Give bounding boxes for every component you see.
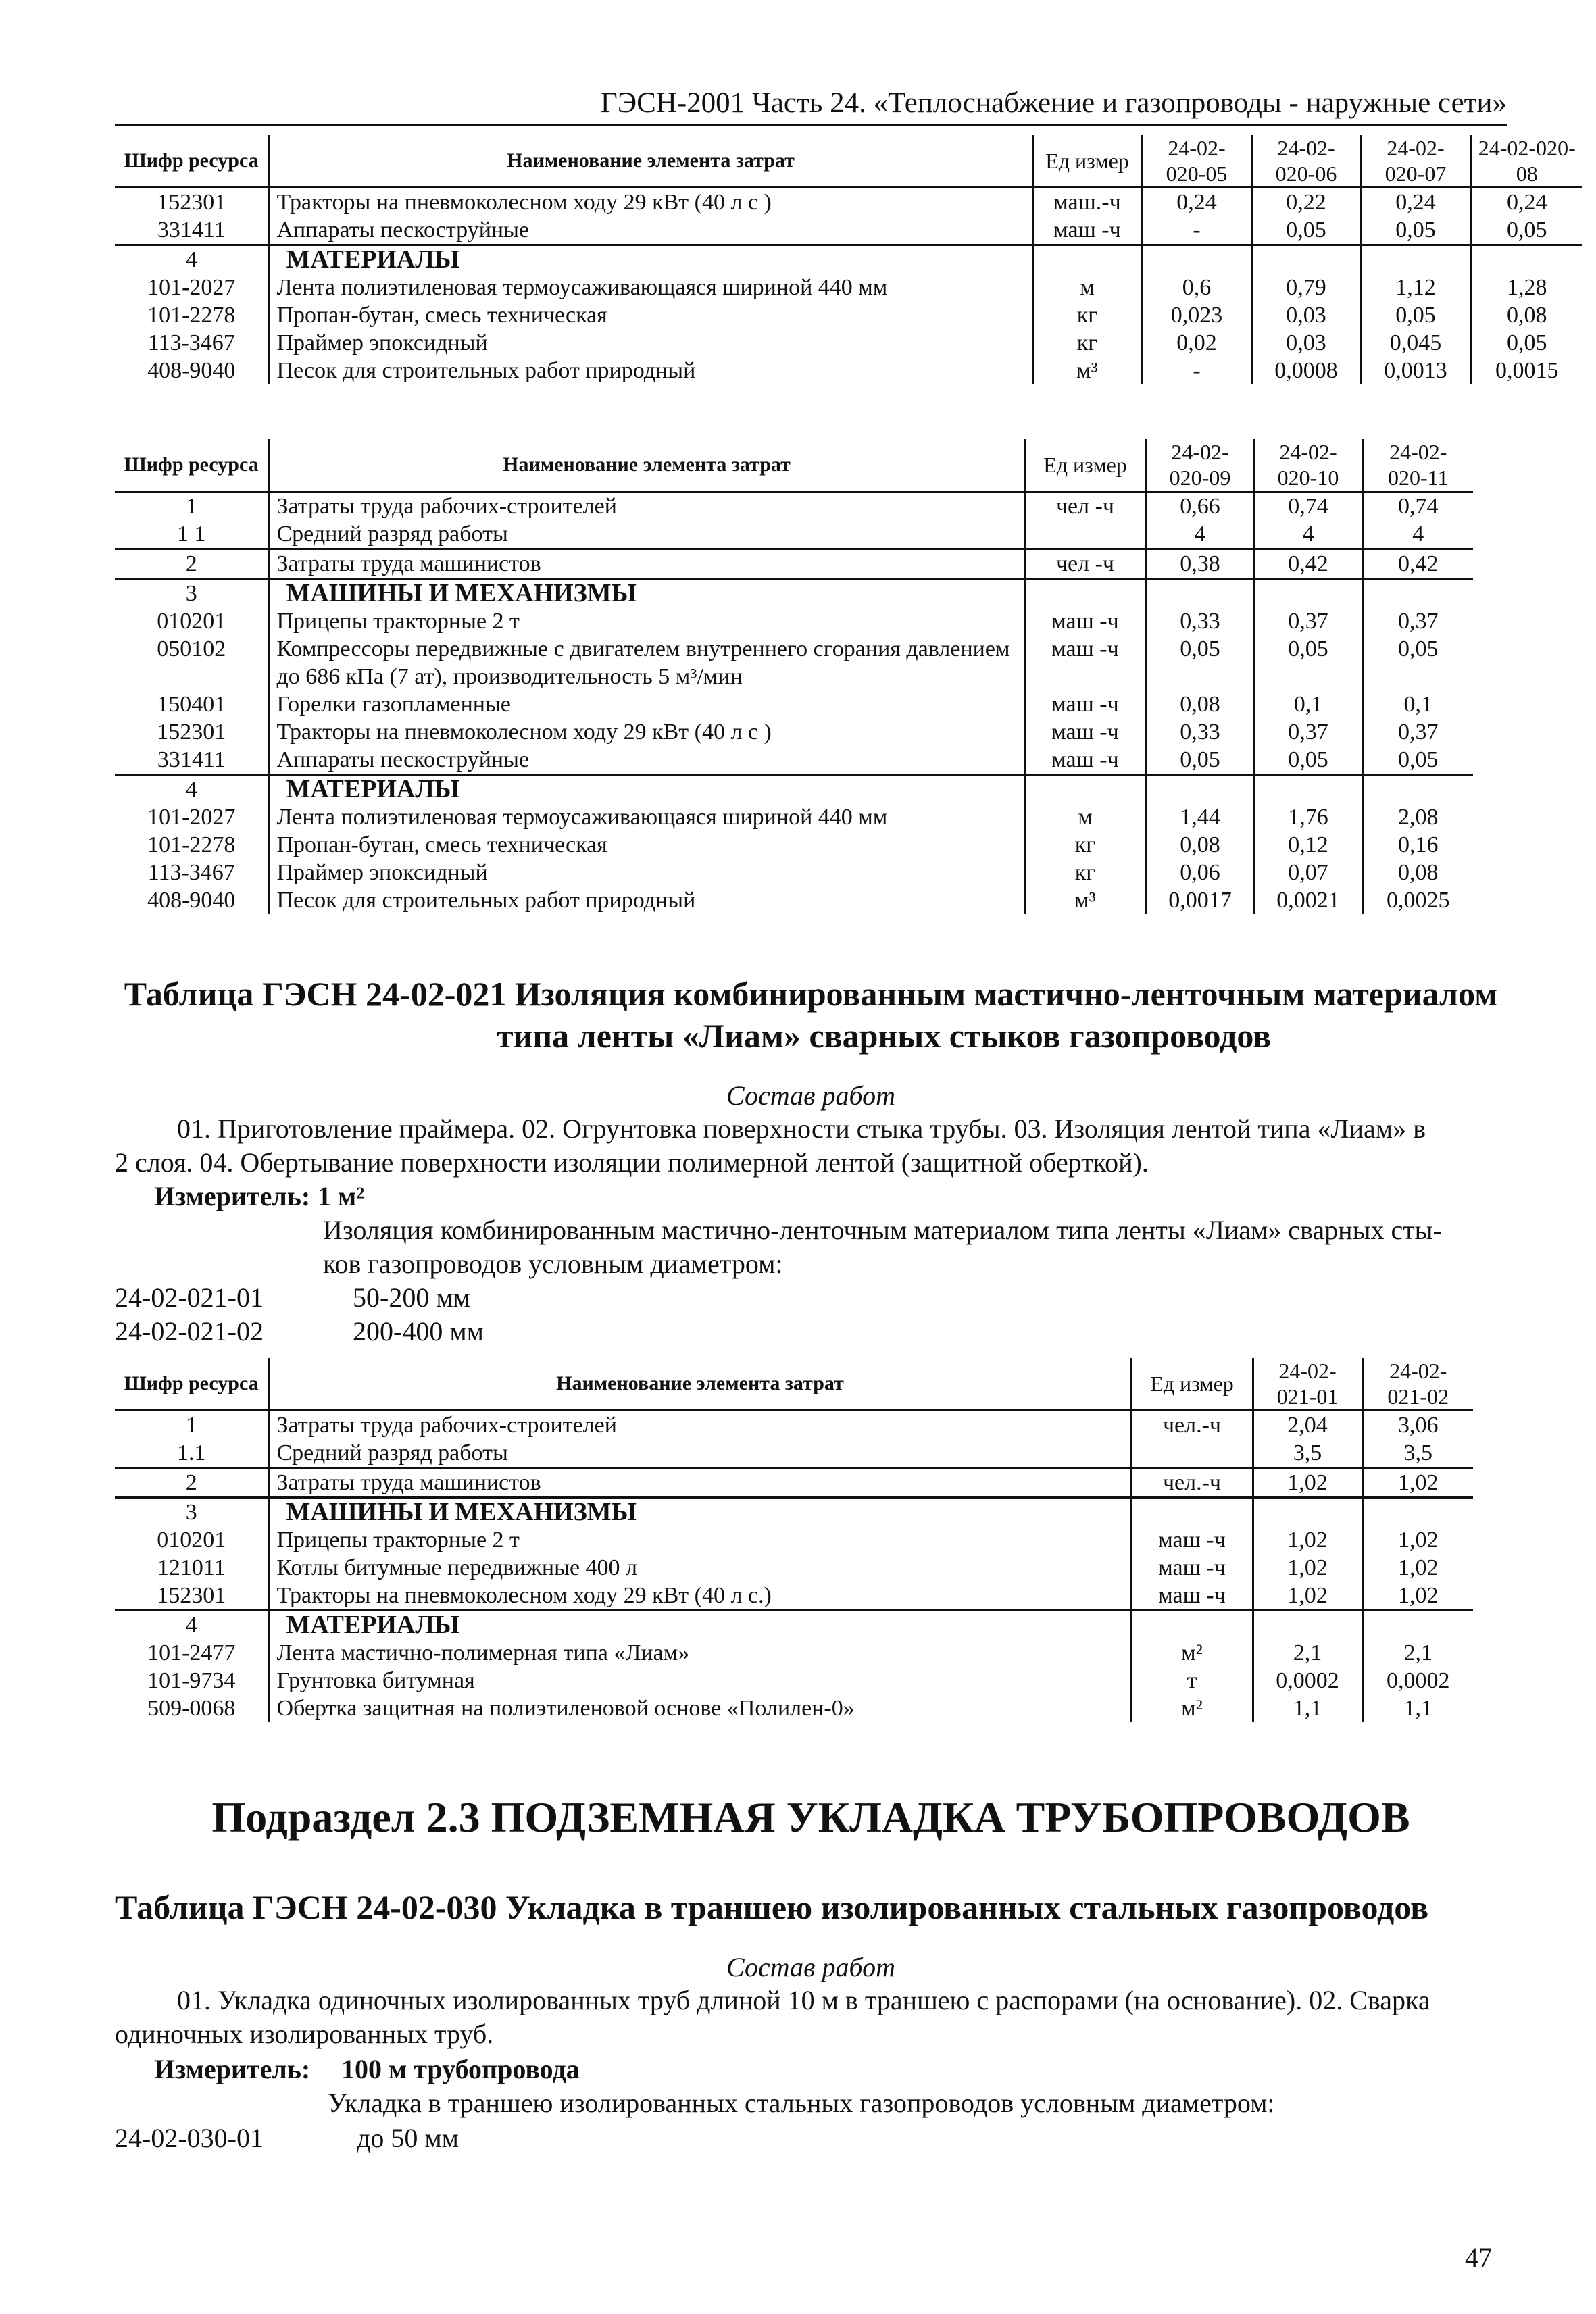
- unit-cell: чел.-ч: [1131, 1411, 1253, 1440]
- table-row: [115, 274, 1582, 301]
- table-header-row: [115, 439, 1473, 492]
- value-cell: 0,07: [1254, 859, 1362, 886]
- value-cell: 0,023: [1142, 301, 1251, 329]
- unit-cell: м²: [1131, 1639, 1253, 1667]
- value-cell: 0,08: [1362, 859, 1473, 886]
- value-cell: 0,0015: [1470, 357, 1582, 384]
- resource-code-cell: 152301: [157, 720, 226, 745]
- value-cell: 0,66: [1146, 492, 1254, 521]
- value-cell: 0,03: [1251, 301, 1361, 329]
- value-cell: 4: [1362, 520, 1473, 549]
- header-cell: 24-02-020-05: [1142, 135, 1251, 188]
- resource-code-cell: 3: [115, 1498, 269, 1527]
- value-cell: 0,0017: [1146, 886, 1254, 914]
- resource-name-cell: Горелки газопламенные: [269, 690, 1024, 718]
- unit-cell: м: [1024, 803, 1146, 831]
- value-cell: 0,05: [1362, 635, 1473, 690]
- description-line1: Изоляция комбинированным мастично-ленточным материалом типа ленты «Лиам» сварных сты-: [323, 1215, 1442, 1245]
- table-row: [115, 718, 1473, 746]
- code-entry-code: 24-02-021-01: [115, 1282, 264, 1313]
- resource-code-cell: 1: [115, 1411, 269, 1440]
- resource-code-cell: 1.1: [177, 1440, 206, 1465]
- table-021-title-line2: типа ленты «Лиам» сварных стыков газопроводов: [497, 1017, 1272, 1055]
- code-entry-value: 50-200 мм: [353, 1282, 470, 1313]
- resource-code-cell: 101-2477: [147, 1640, 236, 1665]
- header-cell: Наименование элемента затрат: [269, 135, 1032, 188]
- resource-code-cell: 152301: [157, 1583, 226, 1608]
- table-row: [115, 1554, 1473, 1582]
- value-cell: 1,02: [1253, 1582, 1362, 1611]
- table-row: [115, 357, 1582, 384]
- resource-name-cell: МАТЕРИАЛЫ: [269, 1611, 1131, 1640]
- value-cell: 2,04: [1253, 1411, 1362, 1440]
- unit-cell: кг: [1024, 859, 1146, 886]
- work-composition-line2: одиночных изолированных труб.: [115, 2019, 494, 2049]
- value-cell: 0,74: [1254, 492, 1362, 521]
- resource-code-cell: 010201: [157, 1528, 226, 1553]
- resource-code-cell: 4: [115, 775, 269, 804]
- unit-cell: [1131, 1439, 1253, 1468]
- code-entry-code: 24-02-021-02: [115, 1316, 264, 1347]
- value-cell: 0,24: [1361, 188, 1470, 217]
- value-cell: 1,02: [1362, 1582, 1473, 1611]
- table-row: [115, 607, 1473, 635]
- unit-cell: м: [1032, 274, 1142, 301]
- value-cell: [1254, 579, 1362, 608]
- resource-name-cell: Прицепы тракторные 2 т: [269, 1526, 1131, 1554]
- unit-cell: т: [1131, 1667, 1253, 1694]
- resource-code-cell: 121011: [157, 1555, 226, 1580]
- value-cell: 1,1: [1362, 1694, 1473, 1722]
- table-header-row: [115, 1358, 1473, 1411]
- resource-table-021: [115, 1358, 1473, 1722]
- resource-code-cell: 101-2278: [147, 832, 236, 857]
- unit-cell: [1024, 579, 1146, 608]
- unit-cell: [1032, 245, 1142, 274]
- value-cell: 0,42: [1254, 549, 1362, 579]
- resource-code-cell: 331411: [157, 747, 226, 772]
- value-cell: 0,24: [1142, 188, 1251, 217]
- value-cell: 1,44: [1146, 803, 1254, 831]
- resource-name-cell: МАТЕРИАЛЫ: [269, 245, 1032, 274]
- resource-code-cell: 113-3467: [147, 330, 235, 355]
- unit-cell: маш -ч: [1024, 746, 1146, 775]
- value-cell: [1362, 1498, 1473, 1527]
- value-cell: [1254, 775, 1362, 804]
- resource-code-cell: 408-9040: [147, 888, 236, 913]
- work-composition-heading: Состав работ: [726, 1080, 895, 1111]
- value-cell: 0,0025: [1362, 886, 1473, 914]
- unit-cell: [1131, 1611, 1253, 1640]
- value-cell: 0,05: [1254, 635, 1362, 690]
- resource-name-cell: Лента полиэтиленовая термоусаживающаяся шириной 440 мм: [269, 274, 1032, 301]
- table-row: [115, 1526, 1473, 1554]
- unit-cell: маш -ч: [1032, 216, 1142, 245]
- resource-code-cell: 1: [115, 492, 269, 521]
- value-cell: 0,37: [1254, 718, 1362, 746]
- value-cell: 1,02: [1253, 1554, 1362, 1582]
- resource-code-cell: 2: [115, 549, 269, 579]
- unit-cell: [1131, 1498, 1253, 1527]
- code-entry-value: 200-400 мм: [353, 1316, 484, 1347]
- table-row: [115, 1439, 1473, 1468]
- value-cell: 0,0008: [1251, 357, 1361, 384]
- header-cell: 24-02-020-07: [1361, 135, 1470, 188]
- resource-code-cell: 331411: [157, 218, 226, 243]
- value-cell: [1142, 245, 1251, 274]
- value-cell: 0,05: [1254, 746, 1362, 775]
- table-row: [115, 635, 1473, 690]
- value-cell: 1,02: [1253, 1468, 1362, 1498]
- value-cell: 3,5: [1253, 1439, 1362, 1468]
- table-row: [115, 690, 1473, 718]
- resource-name-cell: Затраты труда рабочих-строителей: [269, 492, 1024, 521]
- table-row: [115, 746, 1473, 775]
- header-cell: 24-02-020-06: [1251, 135, 1361, 188]
- unit-cell: м³: [1024, 886, 1146, 914]
- value-cell: 0,37: [1254, 607, 1362, 635]
- value-cell: 0,0021: [1254, 886, 1362, 914]
- table-030-title: Таблица ГЭСН 24-02-030 Укладка в траншею изолированных стальных газопроводов: [115, 1888, 1429, 1926]
- resource-code-cell: 509-0068: [147, 1696, 236, 1721]
- unit-cell: кг: [1032, 329, 1142, 357]
- table-row: [115, 859, 1473, 886]
- resource-name-cell: Праймер эпоксидный: [269, 329, 1032, 357]
- table-row: [115, 803, 1473, 831]
- unit-cell: маш -ч: [1024, 690, 1146, 718]
- value-cell: 0,08: [1146, 831, 1254, 859]
- value-cell: [1470, 245, 1582, 274]
- resource-name-cell: Песок для строительных работ природный: [269, 357, 1032, 384]
- page-number: 47: [1465, 2242, 1492, 2273]
- table-row: [115, 579, 1473, 608]
- resource-code-cell: 1 1: [177, 522, 206, 547]
- value-cell: 0,0002: [1253, 1667, 1362, 1694]
- value-cell: 0,02: [1142, 329, 1251, 357]
- resource-name-cell: Тракторы на пневмоколесном ходу 29 кВт (40 л с ): [269, 718, 1024, 746]
- value-cell: 0,0013: [1361, 357, 1470, 384]
- table-row: [115, 216, 1582, 245]
- value-cell: 0,08: [1470, 301, 1582, 329]
- resource-name-cell: Затраты труда машинистов: [269, 1468, 1131, 1498]
- resource-code-cell: 101-2027: [147, 275, 236, 300]
- resource-name-cell: Аппараты пескоструйные: [269, 746, 1024, 775]
- meter-label: Измеритель:: [154, 1181, 311, 1211]
- value-cell: 0,045: [1361, 329, 1470, 357]
- unit-cell: чел -ч: [1024, 549, 1146, 579]
- value-cell: 0,05: [1361, 301, 1470, 329]
- value-cell: 0,05: [1470, 329, 1582, 357]
- header-cell: 24-02-020-11: [1362, 439, 1473, 492]
- table-021-title-line1: Таблица ГЭСН 24-02-021 Изоляция комбинированным мастично-ленточным материалом: [124, 975, 1498, 1013]
- value-cell: 0,05: [1470, 216, 1582, 245]
- resource-table-020-05-08: [115, 135, 1582, 384]
- resource-name-cell: Обертка защитная на полиэтиленовой основе «Полилен-0»: [269, 1694, 1131, 1722]
- value-cell: 0,33: [1146, 607, 1254, 635]
- value-cell: [1251, 245, 1361, 274]
- value-cell: 1,1: [1253, 1694, 1362, 1722]
- header-cell: Ед измер: [1131, 1358, 1253, 1411]
- table-row: [115, 1498, 1473, 1527]
- unit-cell: маш -ч: [1024, 635, 1146, 690]
- unit-cell: маш -ч: [1131, 1582, 1253, 1611]
- table-row: [115, 549, 1473, 579]
- resource-code-cell: 050102: [157, 636, 226, 661]
- header-cell: Ед измер: [1024, 439, 1146, 492]
- resource-code-cell: 010201: [157, 609, 226, 634]
- value-cell: 4: [1146, 520, 1254, 549]
- code-entry-code: 24-02-030-01: [115, 2123, 264, 2153]
- value-cell: 0,16: [1362, 831, 1473, 859]
- unit-cell: чел -ч: [1024, 492, 1146, 521]
- value-cell: 0,05: [1251, 216, 1361, 245]
- unit-cell: [1024, 520, 1146, 549]
- resource-name-cell: МАШИНЫ И МЕХАНИЗМЫ: [269, 1498, 1131, 1527]
- table-row: [115, 492, 1473, 521]
- header-cell: 24-02-020-08: [1470, 135, 1582, 188]
- value-cell: [1146, 579, 1254, 608]
- resource-name-cell: Средний разряд работы: [269, 1439, 1131, 1468]
- resource-code-cell: 101-2027: [147, 805, 236, 830]
- resource-name-cell: МАШИНЫ И МЕХАНИЗМЫ: [269, 579, 1024, 608]
- resource-code-cell: 408-9040: [147, 358, 236, 383]
- resource-name-cell: Аппараты пескоструйные: [269, 216, 1032, 245]
- value-cell: 1,02: [1362, 1554, 1473, 1582]
- resource-name-cell: Праймер эпоксидный: [269, 859, 1024, 886]
- meter-value: 1 м²: [318, 1181, 365, 1211]
- value-cell: 1,28: [1470, 274, 1582, 301]
- resource-name-cell: Тракторы на пневмоколесном ходу 29 кВт (40 л с.): [269, 1582, 1131, 1611]
- value-cell: 0,05: [1361, 216, 1470, 245]
- header-cell: Ед измер: [1032, 135, 1142, 188]
- resource-code-cell: 4: [115, 1611, 269, 1640]
- table-row: [115, 1639, 1473, 1667]
- table-row: [115, 188, 1582, 217]
- value-cell: 1,02: [1253, 1526, 1362, 1554]
- header-cell: Наименование элемента затрат: [269, 1358, 1131, 1411]
- table-row: [115, 1667, 1473, 1694]
- unit-cell: маш -ч: [1024, 607, 1146, 635]
- unit-cell: чел.-ч: [1131, 1468, 1253, 1498]
- table-row: [115, 1468, 1473, 1498]
- value-cell: [1146, 775, 1254, 804]
- resource-name-cell: Затраты труда машинистов: [269, 549, 1024, 579]
- value-cell: [1253, 1611, 1362, 1640]
- table-row: [115, 1582, 1473, 1611]
- work-composition-line1: 01. Приготовление праймера. 02. Огрунтовка поверхности стыка трубы. 03. Изоляция лентой типа «Лиам» в: [177, 1113, 1426, 1144]
- table-row: [115, 886, 1473, 914]
- resource-table-020-09-11: [115, 439, 1473, 914]
- resource-name-cell: Тракторы на пневмоколесном ходу 29 кВт (40 л с ): [269, 188, 1032, 217]
- value-cell: 4: [1254, 520, 1362, 549]
- unit-cell: кг: [1024, 831, 1146, 859]
- value-cell: 2,08: [1362, 803, 1473, 831]
- work-composition-heading: Состав работ: [726, 1952, 895, 1982]
- value-cell: [1362, 1611, 1473, 1640]
- resource-name-cell: Котлы битумные передвижные 400 л: [269, 1554, 1131, 1582]
- table-row: [115, 520, 1473, 549]
- value-cell: 0,08: [1146, 690, 1254, 718]
- value-cell: 3,5: [1362, 1439, 1473, 1468]
- value-cell: 0,1: [1362, 690, 1473, 718]
- value-cell: [1362, 775, 1473, 804]
- work-composition-line2: 2 слоя. 04. Обертывание поверхности изоляции полимерной лентой (защитной оберткой).: [115, 1147, 1149, 1178]
- value-cell: 0,42: [1362, 549, 1473, 579]
- table-row: [115, 301, 1582, 329]
- header-cell: 24-02-021-01: [1253, 1358, 1362, 1411]
- unit-cell: [1024, 775, 1146, 804]
- work-composition-line1: 01. Укладка одиночных изолированных труб длиной 10 м в траншею с распорами (на основание). 02. Сварка: [177, 1985, 1430, 2015]
- value-cell: 0,24: [1470, 188, 1582, 217]
- value-cell: 0,1: [1254, 690, 1362, 718]
- value-cell: 0,74: [1362, 492, 1473, 521]
- meter-label: Измеритель:: [154, 2054, 311, 2084]
- resource-name-cell: Песок для строительных работ природный: [269, 886, 1024, 914]
- value-cell: 0,05: [1146, 746, 1254, 775]
- subsection-title: Подраздел 2.3 ПОДЗЕМНАЯ УКЛАДКА ТРУБОПРОВОДОВ: [211, 1793, 1410, 1841]
- resource-name-cell: Прицепы тракторные 2 т: [269, 607, 1024, 635]
- resource-code-cell: 3: [115, 579, 269, 608]
- unit-cell: маш -ч: [1024, 718, 1146, 746]
- value-cell: 1,76: [1254, 803, 1362, 831]
- resource-name-cell: Пропан-бутан, смесь техническая: [269, 301, 1032, 329]
- value-cell: 0,37: [1362, 607, 1473, 635]
- resource-code-cell: 4: [115, 245, 269, 274]
- resource-name-cell: Грунтовка битумная: [269, 1667, 1131, 1694]
- header-cell: Шифр ресурса: [115, 135, 269, 188]
- resource-name-cell: Компрессоры передвижные с двигателем внутреннего сгорания давлением до 686 кПа (7 ат), производительность 5 м³/мин: [269, 635, 1024, 690]
- value-cell: 2,1: [1253, 1639, 1362, 1667]
- header-cell: 24-02-021-02: [1362, 1358, 1473, 1411]
- value-cell: 0,05: [1146, 635, 1254, 690]
- value-cell: 0,79: [1251, 274, 1361, 301]
- unit-cell: м²: [1131, 1694, 1253, 1722]
- resource-name-cell: Лента полиэтиленовая термоусаживающаяся шириной 440 мм: [269, 803, 1024, 831]
- resource-code-cell: 152301: [157, 190, 226, 215]
- unit-cell: маш -ч: [1131, 1526, 1253, 1554]
- unit-cell: маш.-ч: [1032, 188, 1142, 217]
- header-cell: Наименование элемента затрат: [269, 439, 1024, 492]
- value-cell: 0,37: [1362, 718, 1473, 746]
- table-row: [115, 245, 1582, 274]
- value-cell: 2,1: [1362, 1639, 1473, 1667]
- value-cell: 1,02: [1362, 1468, 1473, 1498]
- resource-code-cell: 113-3467: [147, 860, 235, 885]
- resource-name-cell: Средний разряд работы: [269, 520, 1024, 549]
- resource-code-cell: 101-2278: [147, 303, 236, 328]
- description-line1: Укладка в траншею изолированных стальных газопроводов условным диаметром:: [328, 2088, 1275, 2118]
- resource-code-cell: 101-9734: [147, 1668, 236, 1693]
- unit-cell: кг: [1032, 301, 1142, 329]
- value-cell: 3,06: [1362, 1411, 1473, 1440]
- running-header: ГЭСН-2001 Часть 24. «Теплоснабжение и газопроводы - наружные сети»: [115, 82, 1507, 126]
- value-cell: 1,02: [1362, 1526, 1473, 1554]
- value-cell: 1,12: [1361, 274, 1470, 301]
- resource-name-cell: Лента мастично-полимерная типа «Лиам»: [269, 1639, 1131, 1667]
- resource-name-cell: Затраты труда рабочих-строителей: [269, 1411, 1131, 1440]
- value-cell: 0,12: [1254, 831, 1362, 859]
- table-row: [115, 1694, 1473, 1722]
- unit-cell: маш -ч: [1131, 1554, 1253, 1582]
- value-cell: 0,06: [1146, 859, 1254, 886]
- value-cell: -: [1142, 357, 1251, 384]
- resource-code-cell: 2: [115, 1468, 269, 1498]
- value-cell: 0,6: [1142, 274, 1251, 301]
- meter-value: 100 м трубопровода: [341, 2054, 580, 2084]
- table-row: [115, 775, 1473, 804]
- table-row: [115, 831, 1473, 859]
- header-cell: Шифр ресурса: [115, 1358, 269, 1411]
- value-cell: [1361, 245, 1470, 274]
- header-cell: 24-02-020-09: [1146, 439, 1254, 492]
- value-cell: 0,33: [1146, 718, 1254, 746]
- header-cell: 24-02-020-10: [1254, 439, 1362, 492]
- header-cell: Шифр ресурса: [115, 439, 269, 492]
- value-cell: 0,0002: [1362, 1667, 1473, 1694]
- value-cell: -: [1142, 216, 1251, 245]
- description-line2: ков газопроводов условным диаметром:: [323, 1249, 783, 1279]
- resource-name-cell: МАТЕРИАЛЫ: [269, 775, 1024, 804]
- unit-cell: м³: [1032, 357, 1142, 384]
- code-entry-value: до 50 мм: [357, 2123, 459, 2153]
- value-cell: 0,03: [1251, 329, 1361, 357]
- value-cell: 0,05: [1362, 746, 1473, 775]
- table-header-row: [115, 135, 1582, 188]
- value-cell: [1253, 1498, 1362, 1527]
- value-cell: 0,22: [1251, 188, 1361, 217]
- value-cell: [1362, 579, 1473, 608]
- value-cell: 0,38: [1146, 549, 1254, 579]
- table-row: [115, 329, 1582, 357]
- resource-name-cell: Пропан-бутан, смесь техническая: [269, 831, 1024, 859]
- table-row: [115, 1611, 1473, 1640]
- table-row: [115, 1411, 1473, 1440]
- resource-code-cell: 150401: [157, 692, 226, 717]
